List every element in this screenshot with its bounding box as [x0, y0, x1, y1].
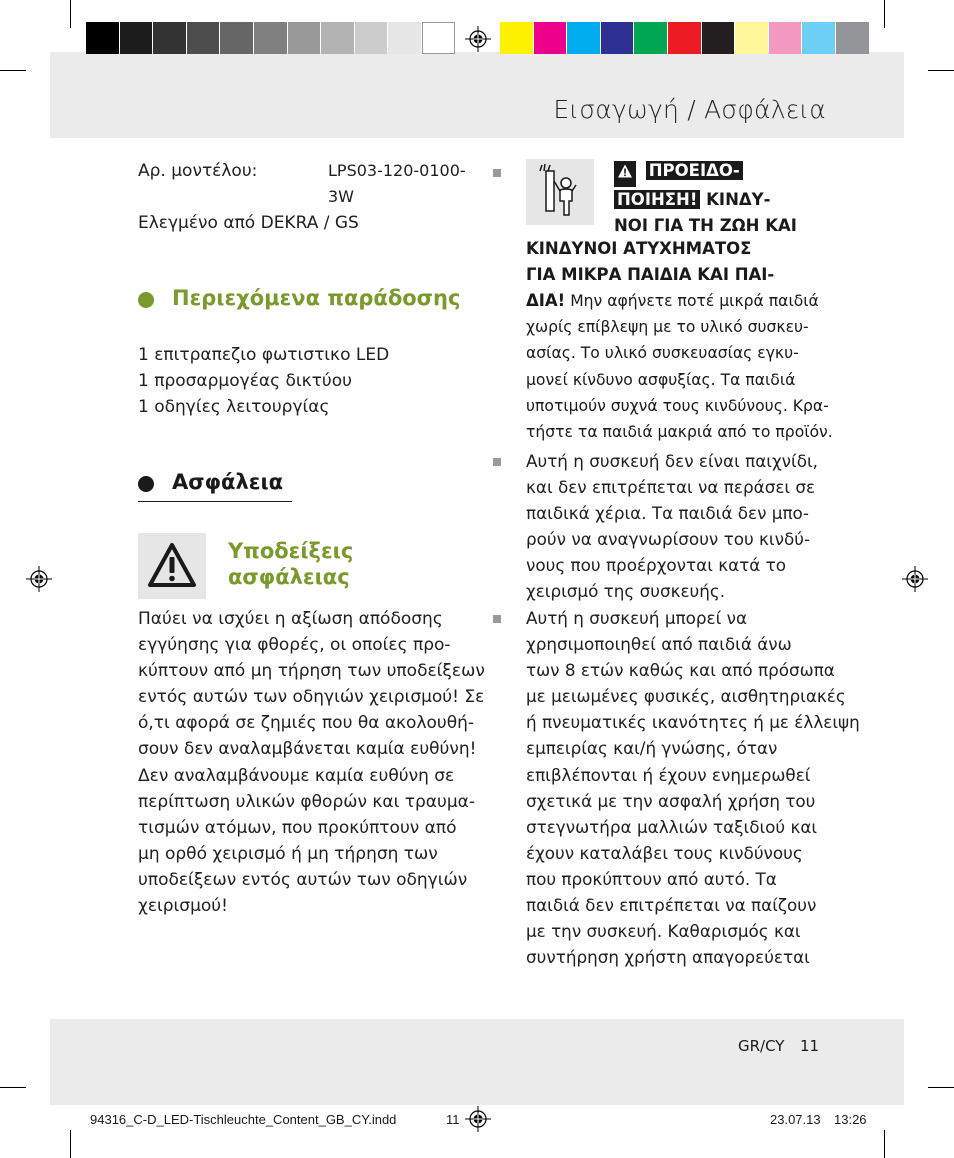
- warning-text-line: [526, 288, 826, 314]
- list-bullet: [493, 169, 501, 177]
- list-item-line: παιδιά δεν επιτρέπεται να παίζουν: [526, 895, 817, 916]
- list-item-line: των 8 ετών καθώς και από πρόσωπα: [526, 660, 835, 681]
- crop-mark: [928, 1087, 954, 1088]
- safety-box-title-line: ασφάλειας: [228, 565, 350, 589]
- color-swatch: [254, 22, 287, 54]
- page-number: 11: [800, 1037, 820, 1055]
- list-item-line: και δεν επιτρέπεται να περάσει σε: [526, 477, 816, 498]
- color-swatch: [802, 22, 835, 54]
- model-label: Αρ. μοντέλου:: [138, 161, 258, 181]
- color-swatch: [220, 22, 253, 54]
- list-item-line: συντήρηση χρήστη απαγορεύεται: [526, 947, 810, 968]
- warning-text: [526, 288, 833, 445]
- tested-by: Ελεγμένο από DEKRA / GS: [138, 213, 359, 233]
- crop-mark: [884, 1130, 885, 1158]
- print-date: 23.07.13: [770, 1112, 821, 1127]
- list-item-line: επιβλέπονται ή έχουν ενημερωθεί: [526, 764, 811, 785]
- list-item: 1 οδηγίες λειτουργίας: [138, 397, 330, 417]
- registration-mark-icon: [902, 566, 928, 592]
- warning-text-line: ασίας. Το υλικό συσκευασίας εγκυ-: [526, 344, 799, 363]
- warning-text-lines: [526, 314, 833, 445]
- warning-text-line: χωρίς επίβλεψη με το υλικό συσκευ-: [526, 318, 809, 337]
- color-swatch: [120, 22, 153, 54]
- list-item-line: ή πνευματικές ικανότητες ή με έλλειψη: [526, 712, 860, 733]
- warning-text-line: υποτιμούν συχνά τους κινδύνους. Κρα-: [526, 396, 829, 415]
- warning-text-line: μονεί κίνδυνο ασφυξίας. Τα παιδιά: [526, 370, 796, 389]
- list-item: 1 προσαρμογέας δικτύου: [138, 371, 352, 391]
- paragraph-line: εγγύησης για φθορές, οι οποίες προ-: [138, 635, 451, 656]
- safety-box-title-line: Υποδείξεις: [228, 539, 354, 563]
- color-swatch: [187, 22, 220, 54]
- list-item-line: με την συσκευή. Καθαρισμός και: [526, 921, 801, 942]
- crop-mark: [928, 70, 954, 71]
- warning-block: [614, 158, 828, 239]
- safety-paragraph: [138, 606, 485, 919]
- paragraph-line: περίπτωση υλικών φθορών και τραυμα-: [138, 791, 475, 812]
- warning-bold-continuation: [526, 236, 826, 288]
- color-swatch: [321, 22, 354, 54]
- paragraph-line: χειρισμού!: [138, 896, 228, 917]
- model-value-line: LPS03-120-0100-: [328, 161, 466, 180]
- warning-text-first: Μην αφήνετε ποτέ μικρά παιδιά: [570, 292, 819, 310]
- paragraph-line: υποδείξεων εντός αυτών των οδηγιών: [138, 869, 468, 890]
- print-file-name: 94316_C-D_LED-Tischleuchte_Content_GB_CY.indd: [90, 1112, 397, 1127]
- safety-heading: Ασφάλεια: [172, 470, 284, 494]
- color-swatch: [668, 22, 701, 54]
- color-swatch: [355, 22, 388, 54]
- warning-bold-text: ΚΙΝΔΥ-: [706, 190, 771, 209]
- paragraph-line: Παύει να ισχύει η αξίωση απόδοσης: [138, 609, 443, 629]
- paragraph-line: τισμών ατόμων, που προκύπτουν από: [138, 817, 457, 838]
- list-item-line: στεγνωτήρα μαλλιών ταξιδιού και: [526, 816, 818, 837]
- paragraph-line: ό,τι αφορά σε ζημιές που θα ακολουθή-: [138, 713, 475, 734]
- paragraph-line: εντός αυτών των οδηγιών χειρισμού! Σε: [138, 687, 485, 708]
- list-item: [526, 448, 822, 605]
- registration-mark-icon: [26, 566, 52, 592]
- list-bullet: [493, 615, 501, 623]
- crop-mark: [70, 0, 71, 28]
- warning-word: ΠΡΟΕΙΔΟ-: [646, 161, 743, 180]
- list-item-line: παιδικά χέρια. Τα παιδιά δεν μπο-: [526, 503, 809, 524]
- paragraph-line: σουν δεν αναλαμβάνεται καμία ευθύνη!: [138, 739, 477, 760]
- warning-bold-text: ΝΟΙ ΓΙΑ ΤΗ ΖΩΗ ΚΑΙ: [614, 216, 797, 235]
- color-swatch: [86, 22, 119, 54]
- warning-bold-text: ΚΙΝΔΥΝΟΙ ΑΤΥΧΗΜΑΤΟΣ: [526, 239, 752, 258]
- child-safety-icon: [526, 159, 594, 225]
- safety-box-title: [228, 538, 353, 590]
- color-swatch: [567, 22, 600, 54]
- warning-line: [614, 158, 828, 187]
- list-item-line: Αυτή η συσκευή μπορεί να: [526, 608, 748, 628]
- list-item-line: Αυτή η συσκευή δεν είναι παιχνίδι,: [526, 451, 818, 471]
- color-swatch: [634, 22, 667, 54]
- contents-list: [138, 342, 389, 420]
- crop-mark: [70, 1130, 71, 1158]
- color-swatch: [702, 22, 735, 54]
- child-warning-box: [526, 159, 594, 225]
- warning-line: [614, 187, 828, 213]
- list-item-line: σχετικά με την ασφαλή χρήση του: [526, 790, 816, 811]
- crop-mark: [0, 70, 26, 71]
- list-item-line: έχουν καταλάβει τους κινδύνους: [526, 842, 803, 863]
- color-swatch: [769, 22, 802, 54]
- print-page: 11: [446, 1112, 460, 1127]
- contents-heading: Περιεχόμενα παράδοσης: [172, 286, 461, 310]
- warning-triangle-icon: [138, 533, 206, 599]
- color-swatch: [422, 22, 455, 54]
- color-swatch: [500, 22, 533, 54]
- color-swatch: [534, 22, 567, 54]
- crop-mark: [884, 0, 885, 28]
- page-title: Εισαγωγή / Ασφάλεια: [553, 95, 826, 124]
- safety-warning-box: [138, 533, 206, 599]
- model-value-line: 3W: [328, 187, 354, 206]
- paragraph-line: μη ορθό χειρισμό ή μη τήρηση των: [138, 843, 438, 864]
- color-swatch: [735, 22, 768, 54]
- registration-mark-icon: [465, 1106, 491, 1132]
- print-time: 13:26: [834, 1112, 867, 1127]
- section-bullet: [138, 292, 154, 308]
- registration-mark-icon: [465, 26, 491, 52]
- color-swatch: [388, 22, 421, 54]
- list-item-line: χειρισμό της συσκευής.: [526, 581, 726, 602]
- color-swatch: [153, 22, 186, 54]
- model-value: [328, 158, 466, 210]
- warning-text-line: τήστε τα παιδιά μακριά από το προϊόν.: [526, 423, 833, 442]
- color-swatch: [288, 22, 321, 54]
- safety-heading-rule: [138, 501, 292, 502]
- crop-mark: [0, 1087, 26, 1088]
- footer-band: [50, 1019, 904, 1105]
- warning-triangle-icon: [617, 163, 633, 179]
- color-swatch: [601, 22, 634, 54]
- section-bullet: [138, 476, 154, 492]
- list-item: [526, 605, 860, 970]
- list-item-line: χρησιμοποιηθεί από παιδιά άνω: [526, 634, 792, 655]
- alert-triangle-box: [614, 161, 636, 187]
- list-item-line: ρούν να αναγνωρίσουν του κινδύ-: [526, 529, 811, 550]
- warning-bold-text: ΔΙΑ!: [526, 291, 566, 310]
- warning-bold-text: ΓΙΑ ΜΙΚΡΑ ΠΑΙΔΙΑ ΚΑΙ ΠΑΙ-: [526, 265, 775, 285]
- page-locale: GR/CY: [738, 1037, 785, 1055]
- paragraph-line: κύπτουν από μη τήρηση των υποδείξεων: [138, 661, 485, 682]
- list-item: 1 επιτραπεζιο φωτιστικο LED: [138, 345, 390, 365]
- list-item-line: με μειωμένες φυσικές, αισθητηριακές: [526, 686, 846, 707]
- warning-word: ΠΟΙΗΣΗ!: [614, 190, 700, 209]
- list-item-line: νους που προέρχονται κατά το: [526, 555, 787, 576]
- list-item-line: εμπειρίας και/ή γνώσης, όταν: [526, 738, 778, 759]
- list-item-line: που προκύπτουν από αυτό. Τα: [526, 868, 777, 889]
- color-swatch: [836, 22, 869, 54]
- paragraph-line: Δεν αναλαμβάνουμε καμία ευθύνη σε: [138, 765, 455, 786]
- list-bullet: [493, 458, 501, 466]
